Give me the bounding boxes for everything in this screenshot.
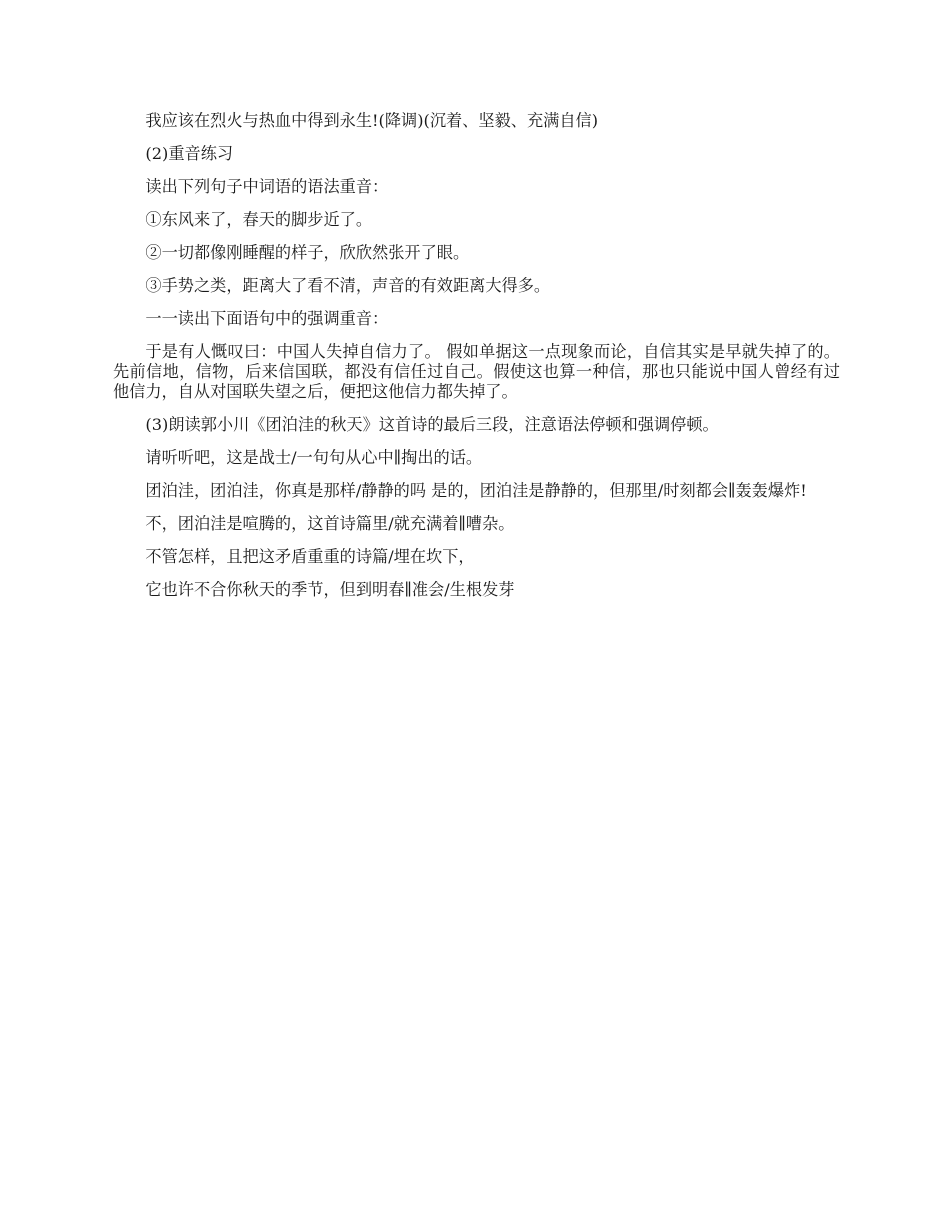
paragraph-14: 它也许不合你秋天的季节，但到明春∥准会/生根发芽 — [145, 580, 515, 599]
paragraph-5: ②一切都像刚睡醒的样子，欣欣然张开了眼。 — [145, 243, 470, 262]
paragraph-6: ③手势之类，距离大了看不清，声音的有效距离大得多。 — [145, 276, 551, 295]
paragraph-4: ①东风来了，春天的脚步近了。 — [145, 210, 373, 229]
paragraph-11: 团泊洼，团泊洼，你真是那样/静静的吗 是的，团泊洼是静静的，但那里/时刻都会∥轰轰爆炸! — [145, 481, 807, 500]
paragraph-8: 于是有人慨叹曰：中国人失掉自信力了。 假如单据这一点现象而论，自信其实是早就失掉了的。先前信地，信物，后来信国联，都没有信任过自己。假使这也算一种信，那也只能说中国人曾经有过他信力，自从对国联失望之后，便把这他信力都失掉了。 — [113, 342, 840, 401]
paragraph-12: 不，团泊洼是喧腾的，这首诗篇里/就充满着∥嘈杂。 — [145, 514, 515, 533]
paragraph-10: 请听听吧，这是战士/一句句从心中∥掏出的话。 — [145, 448, 483, 467]
paragraph-7: 一一读出下面语句中的强调重音： — [145, 309, 389, 328]
paragraph-3: 读出下列句子中词语的语法重音： — [145, 177, 389, 196]
document-body — [113, 111, 840, 613]
paragraph-1: 我应该在烈火与热血中得到永生!(降调)(沉着、坚毅、充满自信) — [145, 111, 599, 130]
paragraph-9-heading: (3)朗读郭小川《团泊洼的秋天》这首诗的最后三段，注意语法停顿和强调停顿。 — [145, 415, 719, 434]
paragraph-13: 不管怎样，且把这矛盾重重的诗篇/埋在坎下， — [145, 547, 475, 566]
paragraph-2-heading: (2)重音练习 — [145, 144, 234, 163]
